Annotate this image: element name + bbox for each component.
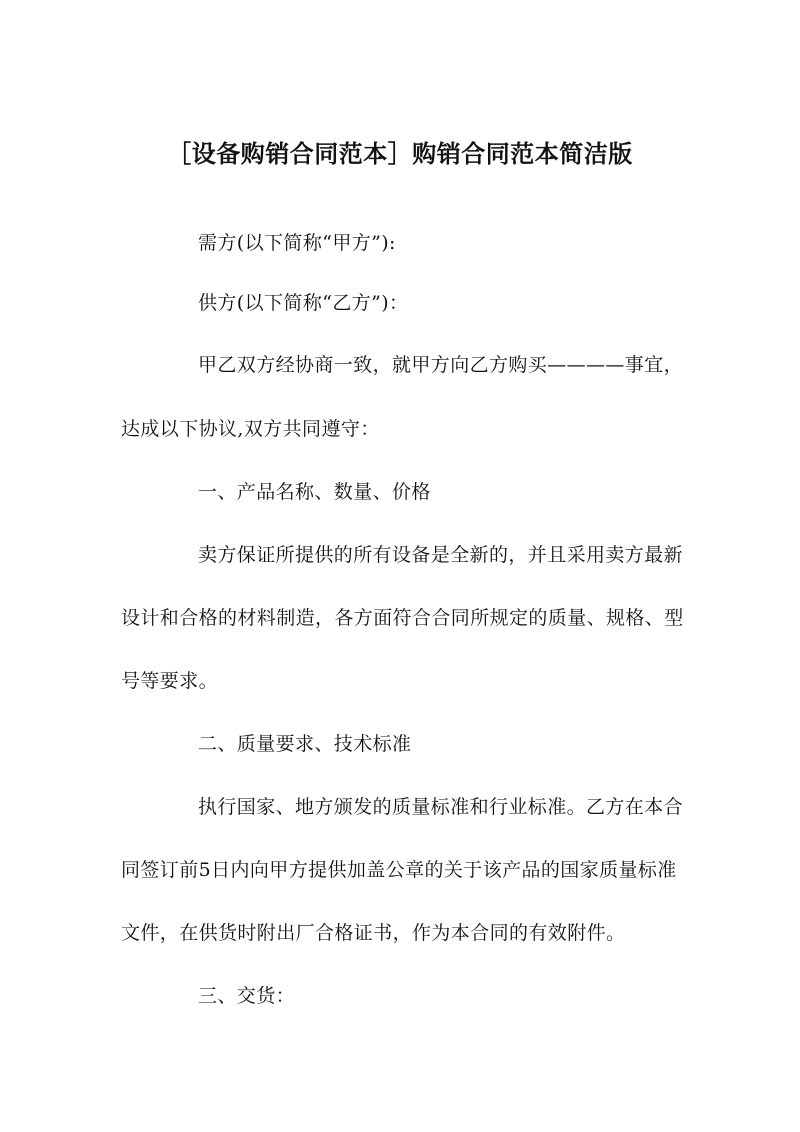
paragraph-section-2-line-1: 执行国家、地方颁发的质量标准和行业标准。乙方在本合 [198,796,684,818]
paragraph-section-1-line-3: 号等要求。 [121,670,219,692]
paragraph-section-2-line-3: 文件，在供货时附出厂合格证书，作为本合同的有效附件。 [121,922,626,944]
paragraph-section-2-line-2: 同签订前5日内向甲方提供加盖公章的关于该产品的国家质量标准 [121,859,677,881]
paragraph-intro-line-2: 达成以下协议,双方共同遵守： [121,418,380,440]
paragraph-buyer: 需方(以下简称“甲方”): [198,232,396,254]
paragraph-section-1-line-2: 设计和合格的材料制造，各方面符合合同所规定的质量、规格、型 [121,607,684,629]
section-heading-2: 二、质量要求、技术标准 [198,733,412,755]
section-heading-3: 三、交货： [198,985,296,1007]
section-heading-1: 一、产品名称、数量、价格 [198,481,431,503]
paragraph-supplier: 供方(以下简称“乙方”)： [198,292,409,314]
paragraph-section-1-line-1: 卖方保证所提供的所有设备是全新的，并且采用卖方最新 [198,544,684,566]
paragraph-intro-line-1: 甲乙双方经协商一致，就甲方向乙方购买————事宜， [198,354,684,376]
document-title: ［设备购销合同范本］购销合同范本简洁版 [167,139,633,168]
